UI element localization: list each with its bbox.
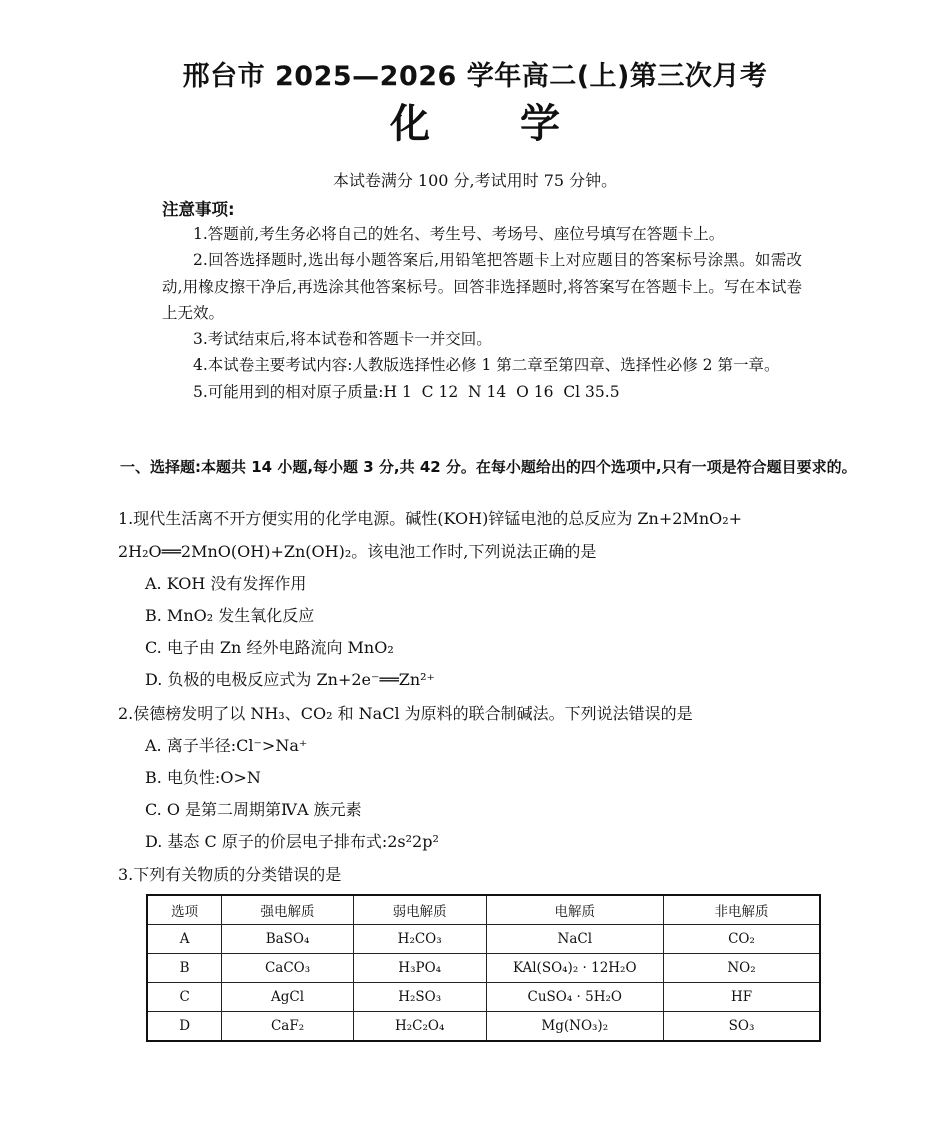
table-header-cell: 强电解质 — [222, 895, 354, 925]
table-cell: NO₂ — [664, 954, 820, 983]
exam-title: 邢台市 2025—2026 学年高二(上)第三次月考 — [182, 61, 768, 92]
table-cell: A — [147, 925, 222, 954]
question-2-option-c: C. O 是第二周期第ⅣA 族元素 — [145, 800, 362, 819]
table-header-cell: 电解质 — [486, 895, 664, 925]
table-cell: H₂SO₃ — [353, 983, 486, 1012]
table-cell: CuSO₄ · 5H₂O — [486, 983, 664, 1012]
question-2-stem: 2.侯德榜发明了以 NH₃、CO₂ 和 NaCl 为原料的联合制碱法。下列说法错误的是 — [118, 704, 693, 723]
table-header-cell: 选项 — [147, 895, 222, 925]
question-2-option-d: D. 基态 C 原子的价层电子排布式:2s²2p² — [145, 832, 439, 851]
subject-title — [0, 92, 950, 149]
table-cell: BaSO₄ — [222, 925, 354, 954]
table-row — [147, 925, 820, 954]
subject-char-2: 学 — [520, 101, 560, 147]
table-cell: H₂C₂O₄ — [353, 1012, 486, 1042]
question-1-option-d: D. 负极的电极反应式为 Zn+2e⁻══Zn²⁺ — [145, 670, 435, 689]
table-cell: Mg(NO₃)₂ — [486, 1012, 664, 1042]
exam-intro: 本试卷满分 100 分,考试用时 75 分钟。 — [332, 171, 618, 190]
table-row — [147, 1012, 820, 1042]
question-1-option-b: B. MnO₂ 发生氧化反应 — [145, 606, 315, 625]
question-1-stem-line-1: 1.现代生活离不开方便实用的化学电源。碱性(KOH)锌锰电池的总反应为 Zn+2MnO₂+ — [118, 509, 743, 528]
table-row — [147, 983, 820, 1012]
table-cell: C — [147, 983, 222, 1012]
table-cell: CO₂ — [664, 925, 820, 954]
section-heading: 一、选择题:本题共 14 小题,每小题 3 分,共 42 分。在每小题给出的四个选项中,只有一项是符合题目要求的。 — [120, 458, 857, 476]
question-1-stem-line-2: 2H₂O══2MnO(OH)+Zn(OH)₂。该电池工作时,下列说法正确的是 — [118, 542, 597, 561]
table-cell: D — [147, 1012, 222, 1042]
notice-item-2: 2.回答选择题时,选出每小题答案后,用铅笔把答题卡上对应题目的答案标号涂黑。如需改动,用橡皮擦干净后,再选涂其他答案标号。回答非选择题时,将答案写在答题卡上。写在本试卷上无效。 — [162, 251, 802, 322]
table-cell: B — [147, 954, 222, 983]
classification-table — [146, 894, 821, 1042]
table-cell: H₂CO₃ — [353, 925, 486, 954]
table-header-cell: 弱电解质 — [353, 895, 486, 925]
notice-item-5: 5.可能用到的相对原子质量:H 1 C 12 N 14 O 16 Cl 35.5 — [193, 382, 620, 401]
notice-item-4: 4.本试卷主要考试内容:人教版选择性必修 1 第二章至第四章、选择性必修 2 第一章。 — [193, 356, 780, 375]
notice-item-3: 3.考试结束后,将本试卷和答题卡一并交回。 — [193, 330, 492, 349]
table-cell: KAl(SO₄)₂ · 12H₂O — [486, 954, 664, 983]
question-2-option-b: B. 电负性:O>N — [145, 768, 261, 787]
table-cell: SO₃ — [664, 1012, 820, 1042]
table-cell: AgCl — [222, 983, 354, 1012]
table-header-cell: 非电解质 — [664, 895, 820, 925]
question-3-stem: 3.下列有关物质的分类错误的是 — [118, 865, 342, 884]
question-1-option-a: A. KOH 没有发挥作用 — [145, 574, 307, 593]
subject-char-1: 化 — [390, 101, 430, 147]
table-row — [147, 954, 820, 983]
table-cell: CaF₂ — [222, 1012, 354, 1042]
table-header-row — [147, 895, 820, 925]
notice-list — [162, 221, 802, 405]
question-2-option-a: A. 离子半径:Cl⁻>Na⁺ — [145, 736, 308, 755]
notice-heading: 注意事项: — [162, 200, 235, 219]
table-cell: CaCO₃ — [222, 954, 354, 983]
question-1-option-c: C. 电子由 Zn 经外电路流向 MnO₂ — [145, 638, 394, 657]
table-cell: H₃PO₄ — [353, 954, 486, 983]
notice-item-1: 1.答题前,考生务必将自己的姓名、考生号、考场号、座位号填写在答题卡上。 — [193, 225, 725, 243]
table-cell: HF — [664, 983, 820, 1012]
table-cell: NaCl — [486, 925, 664, 954]
